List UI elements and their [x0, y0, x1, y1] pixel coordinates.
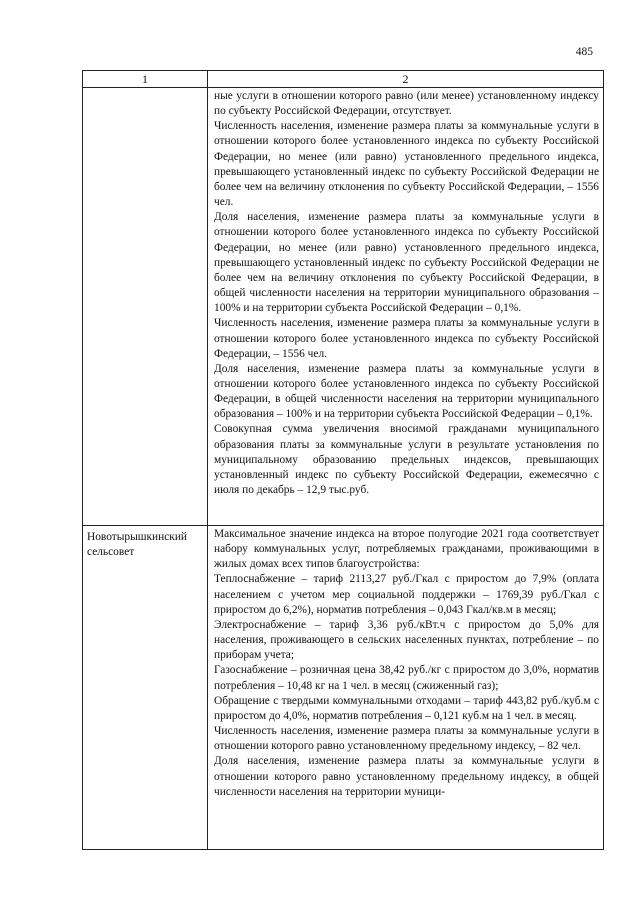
column-header-1: 1 — [83, 71, 208, 88]
column-header-2: 2 — [208, 71, 604, 88]
paragraph: Доля населения, изменение размера платы за коммунальные услуги в отношении которого более установленного индекса по субъекту Российской Федерации, в общей численности населения на территории муниципального образования – 100% и на территории субъекта Российской Федерации – 0,1%. — [214, 362, 599, 421]
paragraph: Максимальное значение индекса на второе полугодие 2021 года соответствует набору коммунальных услуг, потребляемых гражданами, проживающими в жилых домах всех типов благоустройства: — [214, 528, 599, 571]
description-cell — [208, 526, 604, 850]
municipality-cell — [83, 526, 208, 850]
paragraph: Обращение с твердыми коммунальными отходами – тариф 443,82 руб./куб.м с приростом до 4,0%, норматив потребления – 0,121 куб.м на 1 чел. в месяц. — [214, 694, 599, 722]
paragraph: ные услуги в отношении которого равно (или менее) установленному индексу по субъекту Российской Федерации, отсутствует. — [214, 90, 599, 118]
paragraph: Совокупная сумма увеличения вносимой гражданами муниципального образования платы за коммунальные услуги в результате установления по муниципальному образованию предельных индексов, превышающих установленный индекс по субъекту Российской Федерации, ежемесячно с июля по декабрь – 12,9 тыс.руб. — [214, 423, 599, 497]
paragraph: Электроснабжение – тариф 3,36 руб./кВт.ч с приростом до 5,0% для населения, проживающего в сельских населенных пунктах, потребление – по приборам учета; — [214, 618, 599, 662]
paragraph: Доля населения, изменение размера платы за коммунальные услуги в отношении которого равно установленному предельному индексу, в общей численности населения на территории муници- — [214, 755, 599, 798]
table-row — [83, 88, 604, 526]
table-header-row — [83, 71, 604, 88]
municipality-name — [83, 88, 207, 92]
table-row — [83, 526, 604, 850]
paragraph: Численность населения, изменение размера платы за коммунальные услуги в отношении которого равно установленному предельному индексу, – 82 чел. — [214, 725, 599, 753]
municipality-cell — [83, 88, 208, 526]
paragraph: Численность населения, изменение размера платы за коммунальные услуги в отношении которого более установленного индекса по субъекту Российской Федерации, – 1556 чел. — [214, 317, 599, 360]
paragraph: Численность населения, изменение размера платы за коммунальные услуги в отношении которого более установленного индекса по субъекту Российской Федерации, но менее (или равно) установленного предельного индекса, превышающего установленный индекс по субъекту Российской Федерации не более чем на величину отклонения по субъекту Российской Федерации, – 1556 чел. — [214, 120, 599, 209]
paragraph: Газоснабжение – розничная цена 38,42 руб./кг с приростом до 3,0%, норматив потребления – 10,48 кг на 1 чел. в месяц (сжиженный газ); — [214, 664, 599, 692]
paragraph: Доля населения, изменение размера платы за коммунальные услуги в отношении которого более установленного индекса по субъекту Российской Федерации, но менее (или равно) установленного предельного индекса, превышающего установленный индекс по субъекту Российской Федерации не более чем на величину отклонения по субъекту Российской Федерации, в общей численности населения на территории муниципального образования – 100% и на территории субъекта Российской Федерации – 0,1%. — [214, 211, 599, 315]
description-cell — [208, 88, 604, 526]
municipality-name: Новотырышкинский сельсовет — [87, 531, 188, 558]
page-number: 485 — [575, 46, 593, 58]
document-table — [82, 70, 604, 850]
paragraph: Теплоснабжение – тариф 2113,27 руб./Гкал с приростом до 7,9% (оплата населением с учетом мер социальной поддержки – 1769,39 руб./Гкал с приростом до 6,2%), норматив потребления – 0,043 Гкал/кв.м в месяц; — [214, 573, 599, 616]
